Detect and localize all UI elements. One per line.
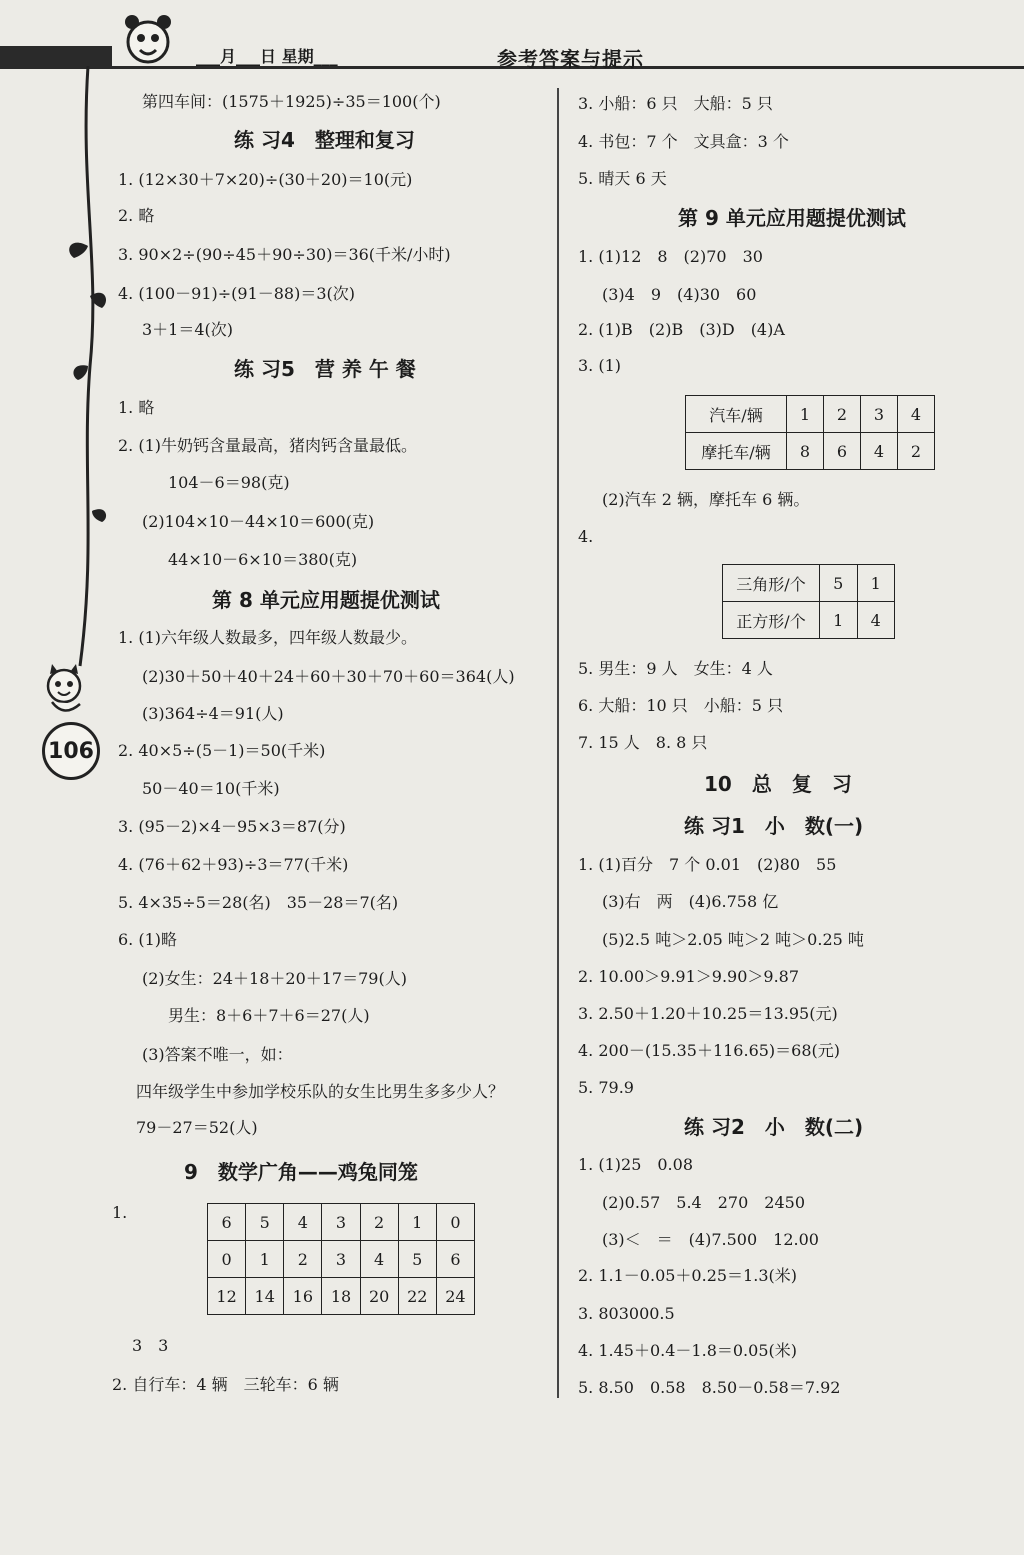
cat-mascot-icon	[30, 660, 100, 730]
answer-line: 7. 15 人 8. 8 只	[578, 733, 708, 752]
answer-line: 1. (12×30＋7×20)÷(30＋20)＝10(元)	[118, 170, 413, 189]
table-cell: 正方形/个	[723, 602, 820, 639]
answer-line: 3. 90×2÷(90÷45＋90÷30)＝36(千米/小时)	[118, 245, 451, 264]
table-cell: 6	[436, 1241, 474, 1278]
table-cell: 三角形/个	[723, 565, 820, 602]
table-row	[208, 1241, 475, 1278]
answer-line: 50－40＝10(千米)	[142, 779, 280, 798]
header-bar	[0, 46, 112, 68]
table-cell: 12	[208, 1278, 246, 1315]
answer-line: (3)答案不唯一，如：	[142, 1045, 293, 1064]
answer-line: 4. 书包：7 个 文具盒：3 个	[578, 132, 789, 151]
answer-line: 3. 2.50＋1.20＋10.25＝13.95(元)	[578, 1004, 838, 1023]
table-cell: 2	[824, 396, 861, 433]
chapter-heading: 10 总 复 习	[704, 772, 852, 796]
table-cell: 14	[246, 1278, 284, 1315]
table-cell: 0	[436, 1204, 474, 1241]
answer-line: 79－27＝52(人)	[136, 1118, 258, 1137]
answer-line: 2. (1)牛奶钙含量最高，猪肉钙含量最低。	[118, 436, 418, 455]
section-heading: 第 9 单元应用题提优测试	[678, 206, 906, 230]
table-cell: 4	[857, 602, 895, 639]
answer-line: (2)汽车 2 辆，摩托车 6 辆。	[602, 490, 810, 509]
section-heading: 练 习2 小 数(二)	[684, 1115, 864, 1139]
alarm-clock-mascot-icon	[118, 8, 178, 68]
chicken-rabbit-table	[207, 1203, 475, 1315]
table-cell: 3	[861, 396, 898, 433]
table-cell: 24	[436, 1278, 474, 1315]
answer-line: 3＋1＝4(次)	[142, 320, 234, 339]
answer-line: 4. 200－(15.35＋116.65)＝68(元)	[578, 1041, 841, 1060]
table-row	[686, 396, 935, 433]
answer-line: 2. 1.1－0.05＋0.25＝1.3(米)	[578, 1266, 797, 1285]
table-cell: 18	[322, 1278, 360, 1315]
chapter-heading: 9 数学广角——鸡兔同笼	[184, 1160, 418, 1184]
answer-line: 4. 1.45＋0.4－1.8＝0.05(米)	[578, 1341, 797, 1360]
answer-line: 2. 略	[118, 206, 155, 225]
answer-line: 1. (1)12 8 (2)70 30	[578, 247, 763, 266]
table-row	[208, 1278, 475, 1315]
table-cell: 4	[360, 1241, 398, 1278]
column-divider	[557, 88, 559, 1398]
answer-line: 4.	[578, 527, 594, 546]
answer-line: 5. 8.50 0.58 8.50－0.58＝7.92	[578, 1378, 841, 1397]
answer-line: 3. (95－2)×4－95×3＝87(分)	[118, 817, 346, 836]
table-cell: 5	[246, 1204, 284, 1241]
table-cell: 16	[284, 1278, 322, 1315]
answer-line: 1. 略	[118, 398, 155, 417]
answer-line: 4. (76＋62＋93)÷3＝77(千米)	[118, 855, 349, 874]
table-cell: 4	[898, 396, 935, 433]
answer-line: 5. 79.9	[578, 1078, 634, 1097]
answer-line: 6. 大船：10 只 小船：5 只	[578, 696, 784, 715]
vehicle-table	[685, 395, 935, 470]
answer-line: 5. 4×35÷5＝28(名) 35－28＝7(名)	[118, 893, 399, 912]
shape-table	[722, 564, 895, 639]
answer-line: 第四车间：(1575＋1925)÷35＝100(个)	[142, 92, 441, 111]
answer-line: (2)30＋50＋40＋24＋60＋30＋70＋60＝364(人)	[142, 667, 515, 686]
section-heading: 第 8 单元应用题提优测试	[212, 588, 440, 612]
table-cell: 3	[322, 1204, 360, 1241]
answer-line: 1.	[112, 1203, 128, 1222]
table-cell: 22	[398, 1278, 436, 1315]
answer-line: (2)104×10－44×10＝600(克)	[142, 512, 375, 531]
table-cell: 1	[398, 1204, 436, 1241]
table-row	[723, 565, 895, 602]
page-title: 参考答案与提示	[497, 47, 644, 71]
table-row	[723, 602, 895, 639]
answer-line: (3)＜ ＝ (4)7.500 12.00	[602, 1230, 819, 1249]
answer-line: 四年级学生中参加学校乐队的女生比男生多多少人？	[136, 1082, 505, 1101]
section-heading: 练 习4 整理和复习	[234, 128, 415, 152]
answer-line: 3. 小船：6 只 大船：5 只	[578, 94, 773, 113]
table-cell: 8	[787, 433, 824, 470]
table-row	[686, 433, 935, 470]
table-cell: 6	[824, 433, 861, 470]
answer-line: 1. (1)六年级人数最多，四年级人数最少。	[118, 628, 418, 647]
answer-line: 44×10－6×10＝380(克)	[168, 550, 358, 569]
answer-line: 2. 10.00＞9.91＞9.90＞9.87	[578, 967, 800, 986]
table-cell: 0	[208, 1241, 246, 1278]
table-cell: 5	[820, 565, 858, 602]
answer-line: 4. (100－91)÷(91－88)＝3(次)	[118, 284, 356, 303]
answer-line: 1. (1)百分 7 个 0.01 (2)80 55	[578, 855, 837, 874]
table-cell: 4	[284, 1204, 322, 1241]
page-number-badge: 106	[42, 722, 100, 780]
table-cell: 3	[322, 1241, 360, 1278]
table-cell: 2	[898, 433, 935, 470]
table-cell: 1	[787, 396, 824, 433]
table-cell: 1	[246, 1241, 284, 1278]
answer-line: 5. 男生：9 人 女生：4 人	[578, 659, 773, 678]
table-cell: 1	[820, 602, 858, 639]
answer-line: 3. 803000.5	[578, 1304, 675, 1323]
table-row	[208, 1204, 475, 1241]
table-cell: 摩托车/辆	[686, 433, 787, 470]
table-cell: 2	[284, 1241, 322, 1278]
answer-line: 2. (1)B (2)B (3)D (4)A	[578, 320, 785, 339]
answer-line: 3 3	[132, 1336, 169, 1355]
answer-line: (3)4 9 (4)30 60	[602, 285, 757, 304]
table-cell: 汽车/辆	[686, 396, 787, 433]
answer-line: (5)2.5 吨＞2.05 吨＞2 吨＞0.25 吨	[602, 930, 864, 949]
table-cell: 4	[861, 433, 898, 470]
answer-line: (2)女生：24＋18＋20＋17＝79(人)	[142, 969, 407, 988]
answer-line: 5. 晴天 6 天	[578, 169, 667, 188]
answer-line: (3)364÷4＝91(人)	[142, 704, 284, 723]
table-cell: 2	[360, 1204, 398, 1241]
answer-line: 2. 40×5÷(5－1)＝50(千米)	[118, 741, 326, 760]
answer-line: 6. (1)略	[118, 930, 178, 949]
answer-line: 3. (1)	[578, 356, 622, 375]
section-heading: 练 习5 营 养 午 餐	[234, 357, 416, 381]
vine-decoration-icon	[30, 66, 110, 686]
answer-line: (3)右 两 (4)6.758 亿	[602, 892, 779, 911]
answer-line: 男生：8＋6＋7＋6＝27(人)	[168, 1006, 370, 1025]
answer-line: (2)0.57 5.4 270 2450	[602, 1193, 805, 1212]
table-cell: 6	[208, 1204, 246, 1241]
answer-line: 104－6＝98(克)	[168, 473, 290, 492]
table-cell: 20	[360, 1278, 398, 1315]
answer-line: 2. 自行车：4 辆 三轮车：6 辆	[112, 1375, 339, 1394]
section-heading: 练 习1 小 数(一)	[684, 814, 864, 838]
table-cell: 5	[398, 1241, 436, 1278]
answer-line: 1. (1)25 0.08	[578, 1155, 694, 1174]
table-cell: 1	[857, 565, 895, 602]
date-line: ___月___日 星期___	[196, 47, 338, 66]
